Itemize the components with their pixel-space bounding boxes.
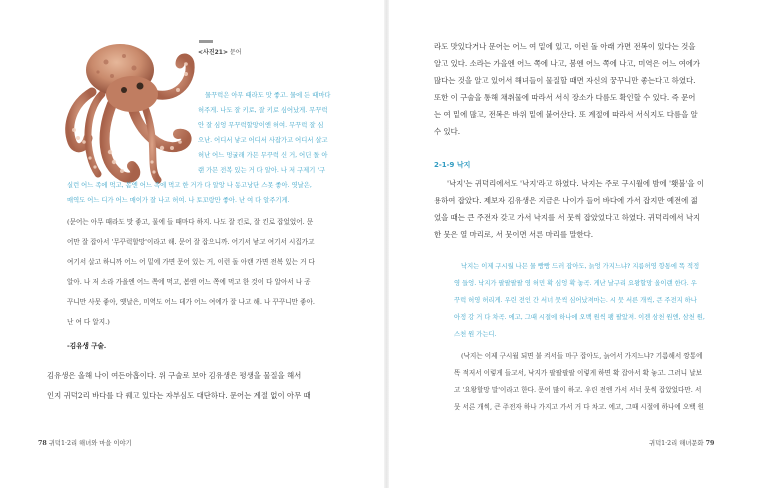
dialect-line: 아정 강 거 다 차곡. 에고, 그때 시절에 하나에 오백 원씩 팽 팔았져. 이젠 삼천 원엔, 삼천 원, xyxy=(454,314,705,321)
caption-label: <사진21> xyxy=(198,49,228,56)
dialect-line: 허난 어느 멍굴래 가믄 무꾸럭 신 거, 어딘 돌 아 xyxy=(198,152,328,159)
body-line: 많다는 것을 알고 있어서 해녀들이 물질할 때면 자신의 꿍꾸니만 좋는다고 하였다. xyxy=(434,76,696,85)
dialect-line: 으난. 어디서 낳고 어디서 사잡가고 어디서 살고 xyxy=(198,137,328,144)
body-line: 었을 때는 큰 주전자 갖고 가서 낙지를 서 뭇씩 잡았었다고 하였다. 귀덕리에서 낙지 xyxy=(434,213,701,222)
body-line: '낙지'는 귀덕리에서도 '낙지'라고 하였다. 낙지는 주로 구시월에 밤에 '횃불'을 이 xyxy=(447,179,705,188)
quote-line: 알아. 나 저 소라 가을엔 어느 쪽에 먹고, 봄엔 어느 쪽에 먹고 한 것이 다 알아서 나 공 xyxy=(67,278,311,286)
dialect-line: 물꾸럭은 아무 때라도 맛 좋고. 물에 든 때마다 xyxy=(205,92,331,99)
body-line: 수 있다. xyxy=(434,127,461,136)
running-title: 귀덕1·2리 해녀문화 xyxy=(649,440,704,447)
quote-line: 어만 잘 잡아서 '무꾸럭할망'이라고 해. 문어 잘 잡으니까. 어기서 낳고 여기서 시집가고 xyxy=(67,238,315,246)
dialect-line: 랜 가믄 전복 있는 거 다 알아. 나 저 구제기 '구 xyxy=(198,167,326,174)
quote-line: 난 여 다 알지.) xyxy=(67,318,110,326)
body-line: 김유생은 올해 나이 여든아홉이다. 위 구술로 보아 김유생은 평생을 물질을 해서 xyxy=(47,371,302,380)
quote-line: 뭇 서른 개씩, 큰 주전자 하나 가지고 가서 거 다 차고. 에고, 그때 시절에 하나에 오백 원 xyxy=(454,403,705,411)
quote-attribution: -김유생 구술. xyxy=(67,342,107,350)
quote-line: (낙지는 이제 구시월 되면 불 켜서들 마구 잡아도, 늙어서 가지느냐? 기름해서 깡통에 xyxy=(461,352,703,360)
quote-line: (문어는 아무 때라도 맛 좋고, 물에 들 때마다 하지. 나도 잘 킨로, 잘 킨로 잡었었어. 문 xyxy=(67,218,314,226)
page-number: 78 xyxy=(38,440,47,447)
quote-line: 여기서 살고 하니까 어느 어 밑에 가면 문어 있는 거, 이런 돌 아랜 가면 전복 있는 거 다 xyxy=(67,258,315,266)
body-line: 인지 귀덕2리 바다를 다 꿰고 있다는 자부심도 대단하다. 문어는 계절 없이 아무 때 xyxy=(47,391,311,400)
right-page xyxy=(387,0,773,488)
body-line: 알고 있다. 소라는 가을엔 어느 쪽에 나고, 봄엔 어느 쪽에 나고, 미역은 어느 여에가 xyxy=(434,59,701,68)
dialect-line: 매역도 어느 디가 어느 매이가 잘 나고 허여. 나 토꼬랑만 좋아. 난 여 다 알주기게. xyxy=(67,197,290,204)
left-page xyxy=(0,0,386,488)
caption-name: 문어 xyxy=(228,49,242,56)
body-line: 용하여 잡았다. 제보자 김유생은 지금은 나이가 들어 바다에 가서 잡지만 예전에 젊 xyxy=(434,196,698,205)
page-number: 79 xyxy=(705,440,715,447)
page-footer-left xyxy=(38,438,132,447)
dialect-line: 스천 원 가는디. xyxy=(454,331,497,338)
body-line: 는 여 밑에 많고, 전복은 바위 밑에 붙어산다. 또 계절에 따라서 서식지도 다름을 알 xyxy=(434,110,698,119)
dialect-line: 실런 어느 족에 먹고, 봄엔 어느 족에 먹고 한 거가 다 알앙 나 동고낭단 스못 좋아. 엿날은, xyxy=(67,182,312,189)
dialect-line: 낙지는 이제 구시월 나믄 물 빵빵 드러 잡아도, 늙엉 가지느냐? 지름허영 깡통에 똑 적정 xyxy=(461,263,700,270)
body-line: 한 뭇은 열 마리로, 서 뭇이면 서른 마리를 말한다. xyxy=(434,230,594,239)
quote-line: 꾸니만 사못 좋아, 옛날은, 미역도 어느 데가 어느 여에가 잘 나고 해. 나 꾸꾸니만 좋아. xyxy=(67,298,315,306)
quote-line: 고 '요왕할망 말'이라고 한다. 문어 많이 하고. 우린 전엔 가서 서너 뭇씩 잡았었다만. 서 xyxy=(454,386,702,394)
caption-bar xyxy=(199,40,213,43)
dialect-line: 꾸럭 허영 허리게. 우린 전인 간 서너 뭇씩 심어났져마는. 시 뭇 서른 개씩, 큰 주전지 하나 xyxy=(454,297,697,304)
dialect-line: 영 들엉. 낙지가 팔팔팔팔 영 허민 확 심엉 확 놓곡. 게난 날구리 요왕할망 올이랜 한다. 우 xyxy=(454,280,697,287)
dialect-line: 허주게. 나도 잘 키로, 잘 키로 심어났게. 무꾸럭 xyxy=(198,107,328,114)
body-line: 또한 이 구술을 통해 채취물에 따라서 서식 장소가 다름도 확인할 수 있다. 즉 문어 xyxy=(434,93,696,102)
body-line: 라도 맛있다거나 문어는 어느 여 밑에 있고, 이런 돌 아래 가면 전복이 있다는 것을 xyxy=(434,42,696,51)
dialect-line: 안 잘 심엉 무꾸럭할망이엔 허여. 무꾸럭 잘 심 xyxy=(198,122,324,129)
quote-line: 똑 적저서 이렇게 들고서, 낙지가 팔팔팔팔 이렇게 하면 확 잡아서 확 놓고. 그러니 날보 xyxy=(454,369,703,377)
running-title: 귀덕1·2리 해녀와 마을 이야기 xyxy=(48,440,132,447)
page-footer-right xyxy=(649,438,714,447)
section-title: 2-1-9 낙지 xyxy=(434,161,471,169)
photo-caption xyxy=(198,47,242,56)
octopus-photo xyxy=(62,34,202,184)
